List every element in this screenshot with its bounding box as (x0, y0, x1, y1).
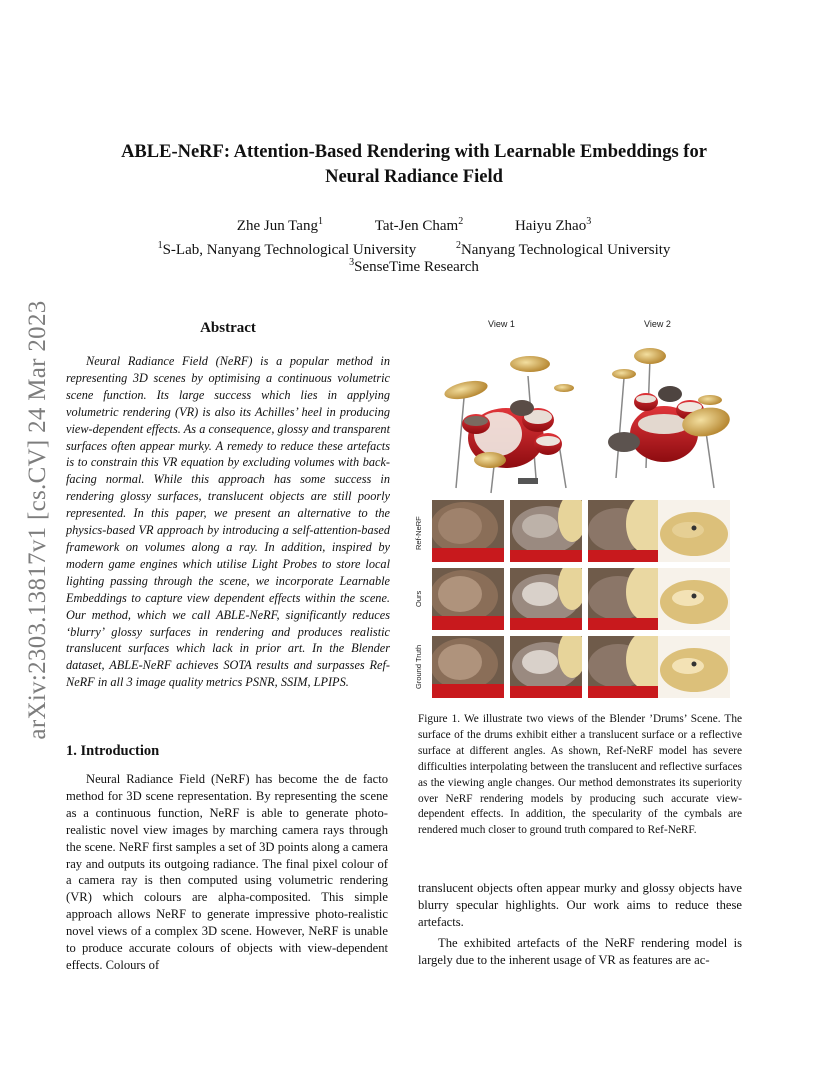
crop-tile-cymbal (658, 636, 730, 698)
author-sup: 1 (317, 216, 323, 227)
crop-tile-drum-top (432, 568, 504, 630)
abstract-text: Neural Radiance Field (NeRF) is a popular method in representing 3D scenes by optimising a continuous volumetric scene function. Its large success which lies in applying volumetric rendering (VR) is also its Achilles’ heel in producing view-dependent effects. As a consequence, glossy and transparent surfaces often appear murky. A remedy to reduce these artefacts is to constrain this VR equation by excluding volumes with back-facing normal. While this approach has some success in rendering glossy surfaces, translucent objects are still poorly represented. In this paper, we present an alternative to the physics-based VR approach by introducing a self-attention-based framework on volumes along a ray. In addition, inspired by modern game engines which utilise Light Probes to store local lighting passing through the scene, we incorporate Learnable Embeddings to capture view dependent effects within the scene. Our method, which we call ABLE-NeRF, significantly reduces ‘blurry’ glossy surfaces in rendering and produces realistic translucent surfaces which lack in prior art. In the Blender dataset, ABLE-NeRF achieves SOTA results and surpasses Ref-NeRF in all 3 image quality metrics PSNR, SSIM, LPIPS. (66, 354, 390, 690)
author-name: Tat-Jen Cham (374, 218, 459, 234)
crop-tile-drum-cymbal (588, 636, 660, 698)
drums-render-view-1 (436, 338, 586, 498)
affiliation (456, 242, 670, 259)
arxiv-stamp: arXiv:2303.13817v1 [cs.CV] 24 Mar 2023 (24, 300, 51, 740)
affiliation-name: Nanyang Technological University (460, 242, 671, 258)
section-heading-introduction: 1. Introduction (66, 743, 160, 759)
row-label-ground-truth: Ground Truth (414, 644, 423, 690)
paragraph: translucent objects often appear murky and glossy objects have blurry specular highlights. Our work aims to reduce these artefacts. (418, 881, 742, 929)
paper-title-line-1: ABLE-NeRF: Attention-Based Rendering with Learnable Embeddings for (121, 142, 707, 162)
crop-tile-drum-side (510, 568, 582, 630)
crop-tile-drum-cymbal (588, 568, 660, 630)
affiliation (158, 242, 417, 259)
affiliation-name: S-Lab, Nanyang Technological University (162, 242, 417, 258)
figure-caption: Figure 1. We illustrate two views of the Blender ’Drums’ Scene. The surface of the drums exhibit either a translucent surface or a reflective surface at different angles. As shown, Ref-NeRF model has severe difficulties interpolating between the translucent and reflective surfaces as the viewing angle changes. Our method demonstrates its superiority over NeRF rendering models by producing such accurate view-dependent effects. In addition, the specularity of the cymbals are rendered much closer to ground truth compared to Ref-NeRF. (418, 713, 742, 837)
crop-tile-cymbal (658, 500, 730, 562)
title-block (60, 140, 768, 276)
affiliation-sup: 2 (455, 240, 461, 251)
affiliation-sup: 1 (157, 240, 163, 251)
author (515, 216, 591, 236)
author-name: Haiyu Zhao (514, 218, 587, 234)
view-label-1: View 1 (488, 319, 515, 329)
view-label-2: View 2 (644, 319, 671, 329)
affiliation-list (60, 242, 768, 276)
author-sup: 3 (586, 216, 592, 227)
author-name: Zhe Jun Tang (236, 218, 318, 234)
introduction-text: Neural Radiance Field (NeRF) has become the de facto method for 3D scene representation. By representing the scene as a continuous function, NeRF is able to generate photo-realistic novel view images by marching camera rays through the scene. NeRF first samples a set of 3D points along a camera ray and outputs its outgoing radiance. The final pixel colour of a camera ray is then computed using volumetric rendering (VR) which colours are alpha-composited. This simple approach allows NeRF to generate impressive photo-realistic novel views of a complex 3D scene. However, NeRF is unable to produce accurate colours of objects with view-dependent effects. Colours of (66, 772, 388, 972)
crop-tile-drum-top (432, 500, 504, 562)
author (375, 216, 464, 236)
abstract-heading: Abstract (200, 320, 256, 336)
author-sup: 2 (458, 216, 464, 227)
drums-render-view-2 (594, 338, 744, 498)
crop-tile-drum-side (510, 636, 582, 698)
affiliation (349, 259, 479, 276)
affiliation-sup: 3 (349, 257, 355, 268)
crop-tile-drum-side (510, 500, 582, 562)
crop-tile-drum-cymbal (588, 500, 660, 562)
right-column-text (418, 880, 742, 969)
author (237, 216, 323, 236)
crop-tile-cymbal (658, 568, 730, 630)
row-label-ours: Ours (414, 590, 423, 608)
author-list (60, 216, 768, 236)
affiliation-name: SenseTime Research (354, 259, 479, 275)
paper-title-line-2: Neural Radiance Field (325, 167, 503, 187)
paragraph: The exhibited artefacts of the NeRF rendering model is largely due to the inherent usage of VR as features are ac- (418, 935, 742, 967)
row-label-ref-nerf: Ref-NeRF (414, 516, 423, 550)
crop-tile-drum-top (432, 636, 504, 698)
figure-1 (414, 316, 744, 708)
